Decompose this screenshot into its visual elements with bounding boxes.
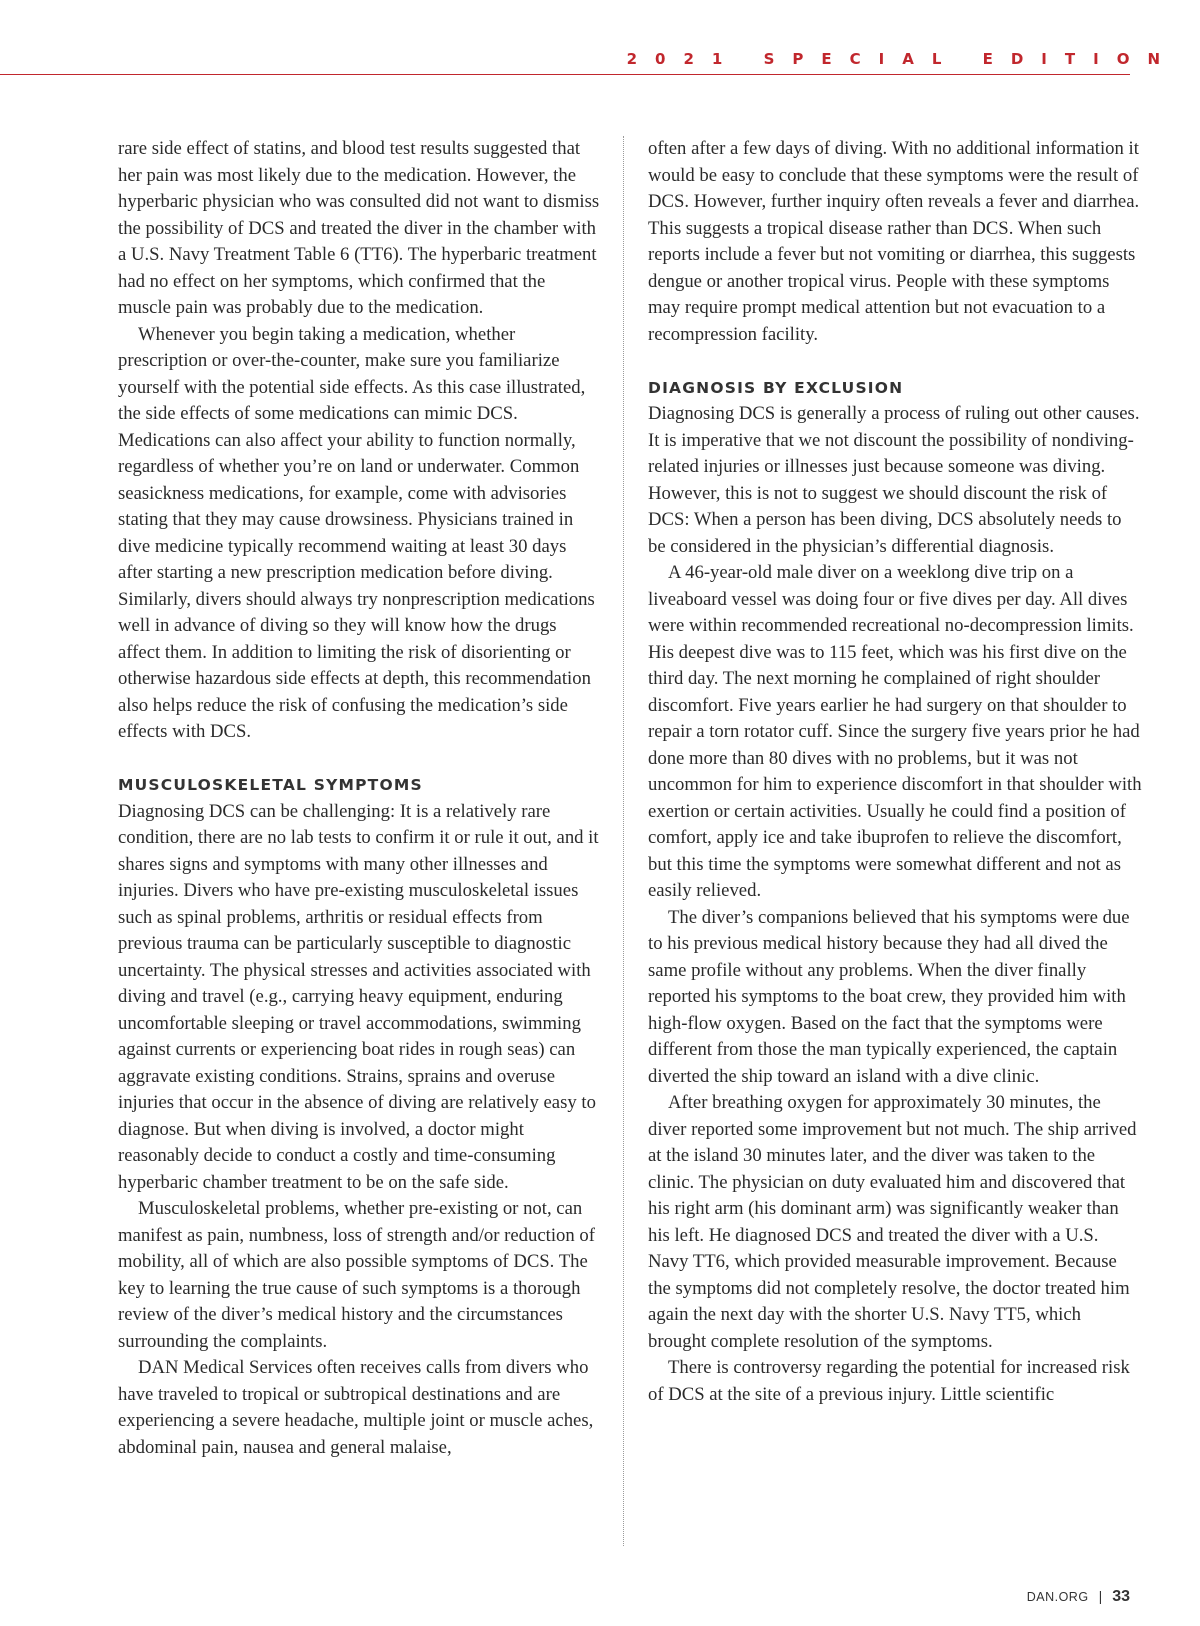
right-paragraph-3: A 46-year-old male diver on a weeklong dive trip on a liveaboard vessel was doing four or five dives per day. All dives were within recommended recreational no-decompression limits. His deepest dive was to 115 feet, which was his first dive on the third day. The next morning he complained of right shoulder discomfort. Five years earlier he had surgery on that shoulder to repair a torn rotator cuff. Since the surgery five years prior he had done more than 80 dives with no problems, but it was not uncommon for him to experience discomfort in that shoulder with exertion or certain activities. Usually he could find a position of comfort, apply ice and take ibuprofen to relieve the discomfort, but this time the symptoms were somewhat different and not as easily relieved.: [648, 562, 1142, 901]
page-footer: [1027, 1588, 1130, 1606]
left-paragraph-4: Musculoskeletal problems, whether pre-existing or not, can manifest as pain, numbness, loss of strength and/or reduction of mobility, all of which are also possible symptoms of DCS. The key to learning the true cause of such symptoms is a thorough review of the diver’s medical history and the circumstances surrounding the complaints.: [118, 1198, 595, 1352]
left-paragraph-1: rare side effect of statins, and blood test results suggested that her pain was most likely due to the medication. However, the hyperbaric physician who was consulted did not want to dismiss the possibility of DCS and treated the diver in the chamber with a U.S. Navy Treatment Table 6 (TT6). The hyperbaric treatment had no effect on her symptoms, which confirmed that the muscle pain was probably due to the medication.: [118, 138, 600, 318]
right-paragraph-4: The diver’s companions believed that his symptoms were due to his previous medical history because they had all dived the same profile without any problems. When the diver finally reported his symptoms to the boat crew, they provided him with high-flow oxygen. Based on the fact that the symptoms were different from those the man typically experienced, the captain diverted the ship toward an island with a dive clinic.: [648, 906, 1130, 1087]
right-paragraph-2: Diagnosing DCS is generally a process of ruling out other causes. It is imperative that we not discount the possibility of nondiving-related injuries or illnesses just because someone was diving. However, this is not to suggest we should discount the risk of DCS: When a person has been diving, DCS absolutely needs to be considered in the physician’s differential diagnosis.: [648, 403, 1140, 557]
right-paragraph-1: often after a few days of diving. With no additional information it would be easy to conclude that these symptoms were the result of DCS. However, further inquiry often reveals a fever and diarrhea. This suggests a tropical disease rather than DCS. When such reports include a fever but not vomiting or diarrhea, this suggests dengue or another tropical virus. People with these symptoms may require prompt medical attention but not evacuation to a recompression facility.: [648, 138, 1140, 345]
left-paragraph-5: DAN Medical Services often receives calls from divers who have traveled to tropical or subtropical destinations and are experiencing a severe headache, multiple joint or muscle aches, abdominal pain, nausea and general malaise,: [118, 1357, 594, 1458]
section-heading-musculoskeletal: MUSCULOSKELETAL SYMPTOMS: [118, 776, 423, 794]
footer-site[interactable]: DAN.ORG: [1026, 1590, 1089, 1604]
right-paragraph-5: After breathing oxygen for approximately 30 minutes, the diver reported some improvement but not much. The ship arrived at the island 30 minutes later, and the diver was taken to the clinic. The physician on duty evaluated him and discovered that his right arm (his dominant arm) was significantly weaker than his left. He diagnosed DCS and treated the diver with a U.S. Navy TT6, which provided measurable improvement. Because the symptoms did not completely resolve, the doctor treated him again the next day with the shorter U.S. Navy TT5, which brought complete resolution of the symptoms.: [648, 1092, 1137, 1352]
header-rule: [0, 74, 1130, 75]
page-number: 33: [1112, 1588, 1130, 1605]
section-heading-diagnosis: DIAGNOSIS BY EXCLUSION: [648, 378, 904, 397]
column-divider: [623, 136, 624, 1546]
left-paragraph-2: Whenever you begin taking a medication, whether prescription or over-the-counter, make sure you familiarize yourself with the potential side effects. As this case illustrated, the side effects of some medications can mimic DCS. Medications can also affect your ability to function normally, regardless of whether you’re on land or underwater. Common seasickness medications, for example, come with advisories stating that they may cause drowsiness. Physicians trained in dive medicine typically recommend waiting at least 30 days after starting a new prescription medication before diving. Similarly, divers should always try nonprescription medications well in advance of diving so they will know how the drugs affect them. In addition to limiting the risk of disorienting or otherwise hazardous side effects at depth, this recommendation also helps reduce the risk of confusing the medication’s side effects with DCS.: [118, 323, 595, 742]
right-column: [648, 136, 1142, 1408]
left-column: [118, 136, 600, 1461]
edition-header: 2021 SPECIAL EDITION: [626, 50, 1178, 68]
right-paragraph-6: There is controversy regarding the potential for increased risk of DCS at the site of a previous injury. Little scientific: [648, 1357, 1130, 1405]
left-paragraph-3: Diagnosing DCS can be challenging: It is a relatively rare condition, there are no lab tests to confirm it or rule it out, and it shares signs and symptoms with many other illnesses and injuries. Divers who have pre-existing musculoskeletal issues such as spinal problems, arthritis or residual effects from previous trauma can be particularly susceptible to diagnostic uncertainty. The physical stresses and activities associated with diving and travel (e.g., carrying heavy equipment, enduring uncomfortable sleeping or travel accommodations, swimming against currents or experiencing boat rides in rough seas) can aggravate existing conditions. Strains, sprains and overuse injuries that occur in the absence of diving are relatively easy to diagnose. But when diving is involved, a doctor might reasonably decide to conduct a costly and time-consuming hyperbaric chamber treatment to be on the safe side.: [118, 800, 599, 1193]
footer-separator: |: [1098, 1588, 1103, 1604]
